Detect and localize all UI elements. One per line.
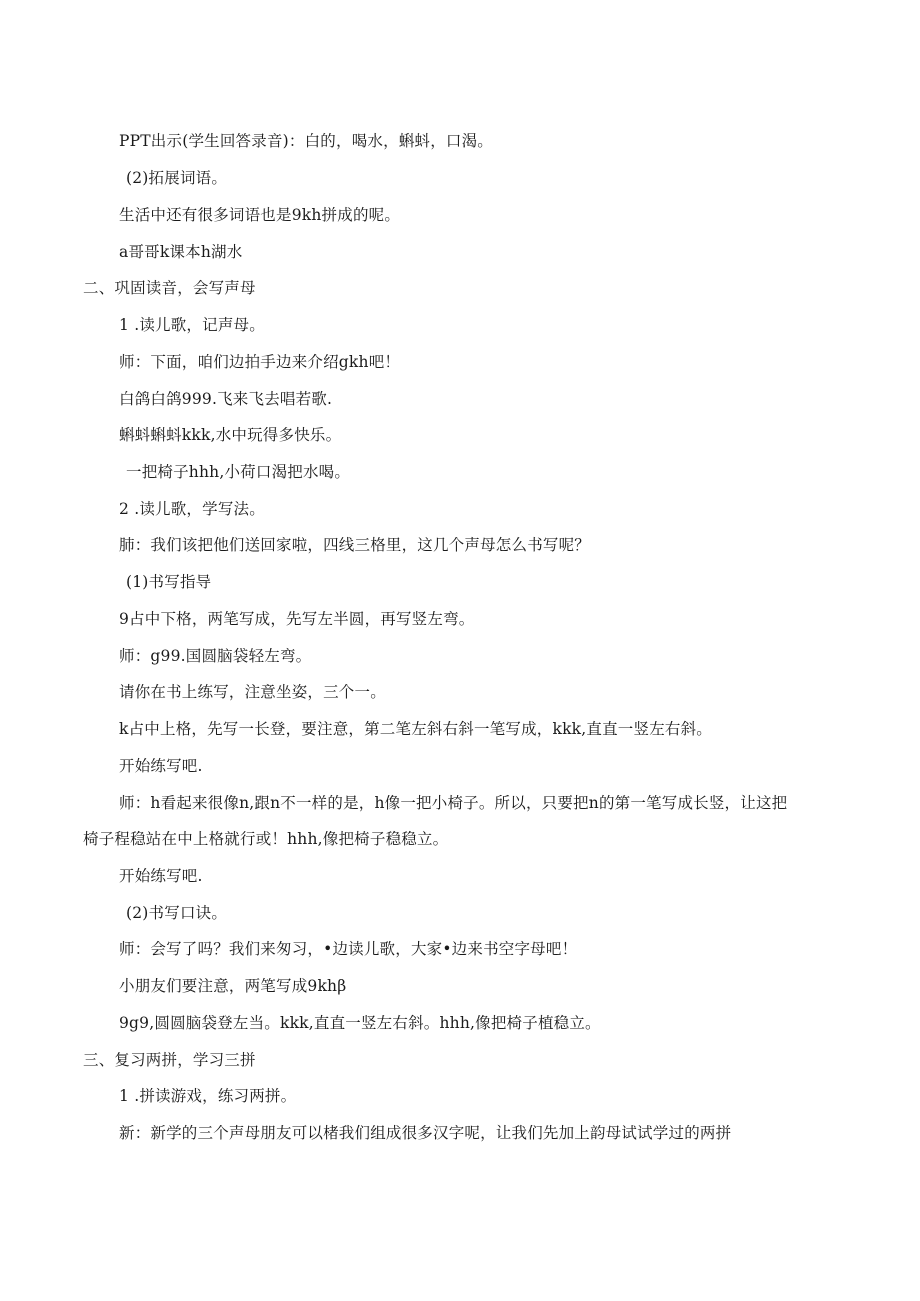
text-line: 师：下面，咱们边拍手边来介绍gkh吧！ (119, 353, 401, 371)
sub-item: (2)拓展词语。 (126, 169, 228, 187)
text-line: 师：会写了吗？我们来匆习，•边读儿歌，大家•边来书空字母吧！ (119, 940, 578, 958)
text-line-continued: 椅子程稳站在中上格就行或！hhh,像把椅子稳稳立。 (83, 830, 449, 848)
numbered-item: 1 .拼读游戏，练习两拼。 (119, 1087, 297, 1105)
text-line: 9g9,圆圆脑袋登左当。kkk,直直一竖左右斜。hhh,像把椅子植稳立。 (119, 1014, 601, 1032)
text-line: PPT出示(学生回答录音)：白的，喝水，蝌蚪，口渴。 (119, 132, 493, 150)
text-line: a哥哥k课本h湖水 (119, 243, 243, 261)
text-line: 请你在书上练写，注意坐姿，三个一。 (119, 683, 386, 701)
text-line: 蝌蚪蝌蚪kkk,水中玩得多快乐。 (119, 426, 342, 444)
section-heading: 二、巩固读音，会写声母 (83, 279, 256, 297)
numbered-item: 2 .读儿歌，学写法。 (119, 500, 265, 518)
text-line: 师：g99.国圆脑袋轻左弯。 (119, 647, 312, 665)
sub-item: (1)书写指导 (126, 573, 212, 591)
numbered-item: 1 .读儿歌，记声母。 (119, 316, 265, 334)
text-line: 小朋友们要注意，两笔写成9khβ (119, 977, 347, 995)
text-line: 师：h看起来很像n,跟n不一样的是，h像一把小椅子。所以，只要把n的第一笔写成长竖，让这把 (119, 794, 788, 812)
text-line: 9占中下格，两笔写成，先写左半圆，再写竖左弯。 (119, 610, 475, 628)
section-heading: 三、复习两拼，学习三拼 (83, 1051, 256, 1069)
text-line: k占中上格，先写一长登，要注意，第二笔左斜右斜一笔写成，kkk,直直一竖左右斜。 (119, 720, 712, 738)
text-line: 生活中还有很多词语也是9kh拼成的呢。 (119, 206, 401, 224)
sub-item: (2)书写口诀。 (126, 904, 228, 922)
text-line: 开始练写吧. (119, 757, 203, 775)
text-line: 一把椅子hhh,小荷口渴把水喝。 (126, 463, 351, 481)
text-line: 白鸽白鸽999.飞来飞去唱若歌. (119, 390, 333, 408)
text-line: 新：新学的三个声母朋友可以楮我们组成很多汉字呢，让我们先加上韵母试试学过的两拼 (119, 1124, 732, 1142)
text-line: 肺：我们该把他们送回家啦，四线三格里，这几个声母怎么书写呢？ (119, 536, 591, 554)
text-line: 开始练写吧. (119, 867, 203, 885)
